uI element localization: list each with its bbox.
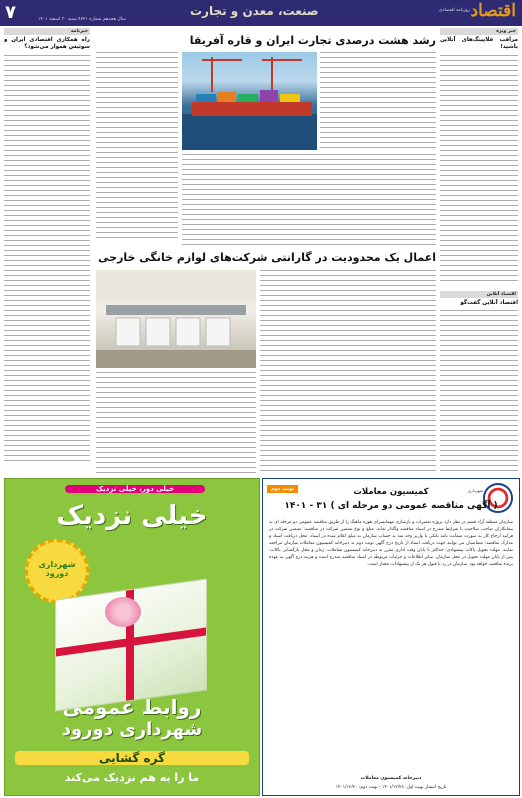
newspaper-logo: اقتصاد (470, 1, 516, 21)
article-text-block (4, 55, 90, 465)
section-title: صنعت، معدن و تجارت (190, 4, 319, 18)
factory-photo (96, 270, 256, 368)
tender-notice (262, 478, 520, 796)
page-number: ۷ (5, 2, 16, 23)
ad-line: شهرداری دورود (61, 719, 203, 740)
ad-title: خیلی نزدیک (56, 501, 208, 531)
article1-text-right (320, 52, 436, 152)
article2-text-right (260, 270, 436, 475)
article-text-block (440, 310, 518, 475)
box-title: خبرنامه (4, 28, 90, 35)
municipality-seal (25, 539, 89, 603)
box-headline: راه همکاری اقتصادی ایران و سوئیس هموار می‌شود؟ (4, 37, 90, 51)
box-headline: مراقب فلاپینگ‌های آنلاین باشید! (440, 37, 518, 51)
article2-text-left (96, 372, 256, 475)
ad-slogan: گره گشایی (15, 751, 249, 765)
notice-org: شهرداری (467, 488, 483, 493)
article-text-block (320, 52, 436, 152)
container-ship-image (182, 52, 317, 150)
flower-icon (105, 597, 141, 627)
article-text-block (260, 270, 436, 475)
article-text-block (440, 55, 518, 285)
ad-line: روابط عمومی (62, 695, 202, 719)
article-text-block (96, 372, 256, 475)
article1-text-bottom (182, 154, 436, 246)
article-headline: اعمال یک محدودیت در گارانتی شرکت‌های لوازم خانگی خارجی (98, 251, 436, 264)
ad-supertitle: خیلی دور، خیلی نزدیک (65, 485, 205, 493)
box-title: خبر ویژه (440, 28, 518, 35)
notice-title: کمیسیون معاملات (353, 487, 429, 497)
box-title: اقتصاد آنلاین (440, 291, 518, 298)
issue-info: سال هجدهم شماره ۴۷۲۱ شنبه ۳۰ اسفند ۱۴۰۱ (38, 17, 126, 22)
port-photo (182, 52, 317, 150)
notice-tag: نوبت دوم (267, 485, 298, 493)
ad-footer: ما را به هم نزدیک می‌کند (64, 771, 200, 784)
right-column (440, 28, 518, 475)
municipality-advertisement (4, 478, 260, 796)
left-column (4, 28, 90, 475)
box-headline: اقتصاد آنلاین گفت‌گو (460, 299, 518, 306)
notice-dates: تاریخ انتشار نوبت اول: ۱۴۰۱/۱۲/۲۸ - نوبت دوم: ۱۴۰۱/۱۲/۳۰ (335, 785, 447, 790)
seal-text: شهرداری دورود (38, 560, 76, 578)
notice-signature: دبیرخانه کمیسیون معاملات (360, 776, 422, 781)
appliance-factory-image (96, 270, 256, 368)
article-text-block (96, 52, 178, 242)
article-headline: رشد هشت درصدی تجارت ایران و قاره آفریقا (189, 34, 436, 47)
notice-subtitle: ( آگهی مناقصه عمومی دو مرحله ای ) ۳۱ - ۱۴۰۱ (284, 501, 498, 511)
notice-body: سازمان منطقه آزاد قشم در نظر دارد پروژه تعمیرات و بازسازی مهمانسرای هوزه ماهنگ را از طریق مناقصه عمومی دو مرحله ای به پیمانکاران صاحب صلاحیت با شرایط مندرج در اسناد مناقصه واگذار نماید. مبلغ و نوع تضمین شرکت در مناقصه: تضمین شرکت در فرایند ارجاع کار به صورت ضمانت نامه بانکی یا واریز وجه نقد به حساب سازمان به مبلغ اعلام شده در اسناد. محل دریافت اسناد و مدارک مناقصه: متقاضیان می توانند جهت دریافت اسناد از تاریخ درج آگهی نوبت دوم به دبیرخانه کمیسیون معاملات سازمان مراجعه نمایند. مهلت تحویل پاکات پیشنهادی: حداکثر تا پایان وقت اداری مقرر به دبیرخانه کمیسیون معاملات. زمان و محل بازگشایی پاکات: پس از پایان مهلت تحویل در محل سازمان. سایر اطلاعات و جزئیات مربوطه در اسناد مناقصه مندرج است و هزینه درج آگهی به عهده برنده مناقصه خواهد بود. سازمان در رد یا قبول هر یک از پیشنهادات مختار است. (269, 520, 513, 567)
article1-text-left (96, 52, 178, 242)
article-text-block (182, 154, 436, 246)
page-header (0, 0, 522, 26)
tagline: روزنامه اقتصادی (439, 8, 470, 13)
